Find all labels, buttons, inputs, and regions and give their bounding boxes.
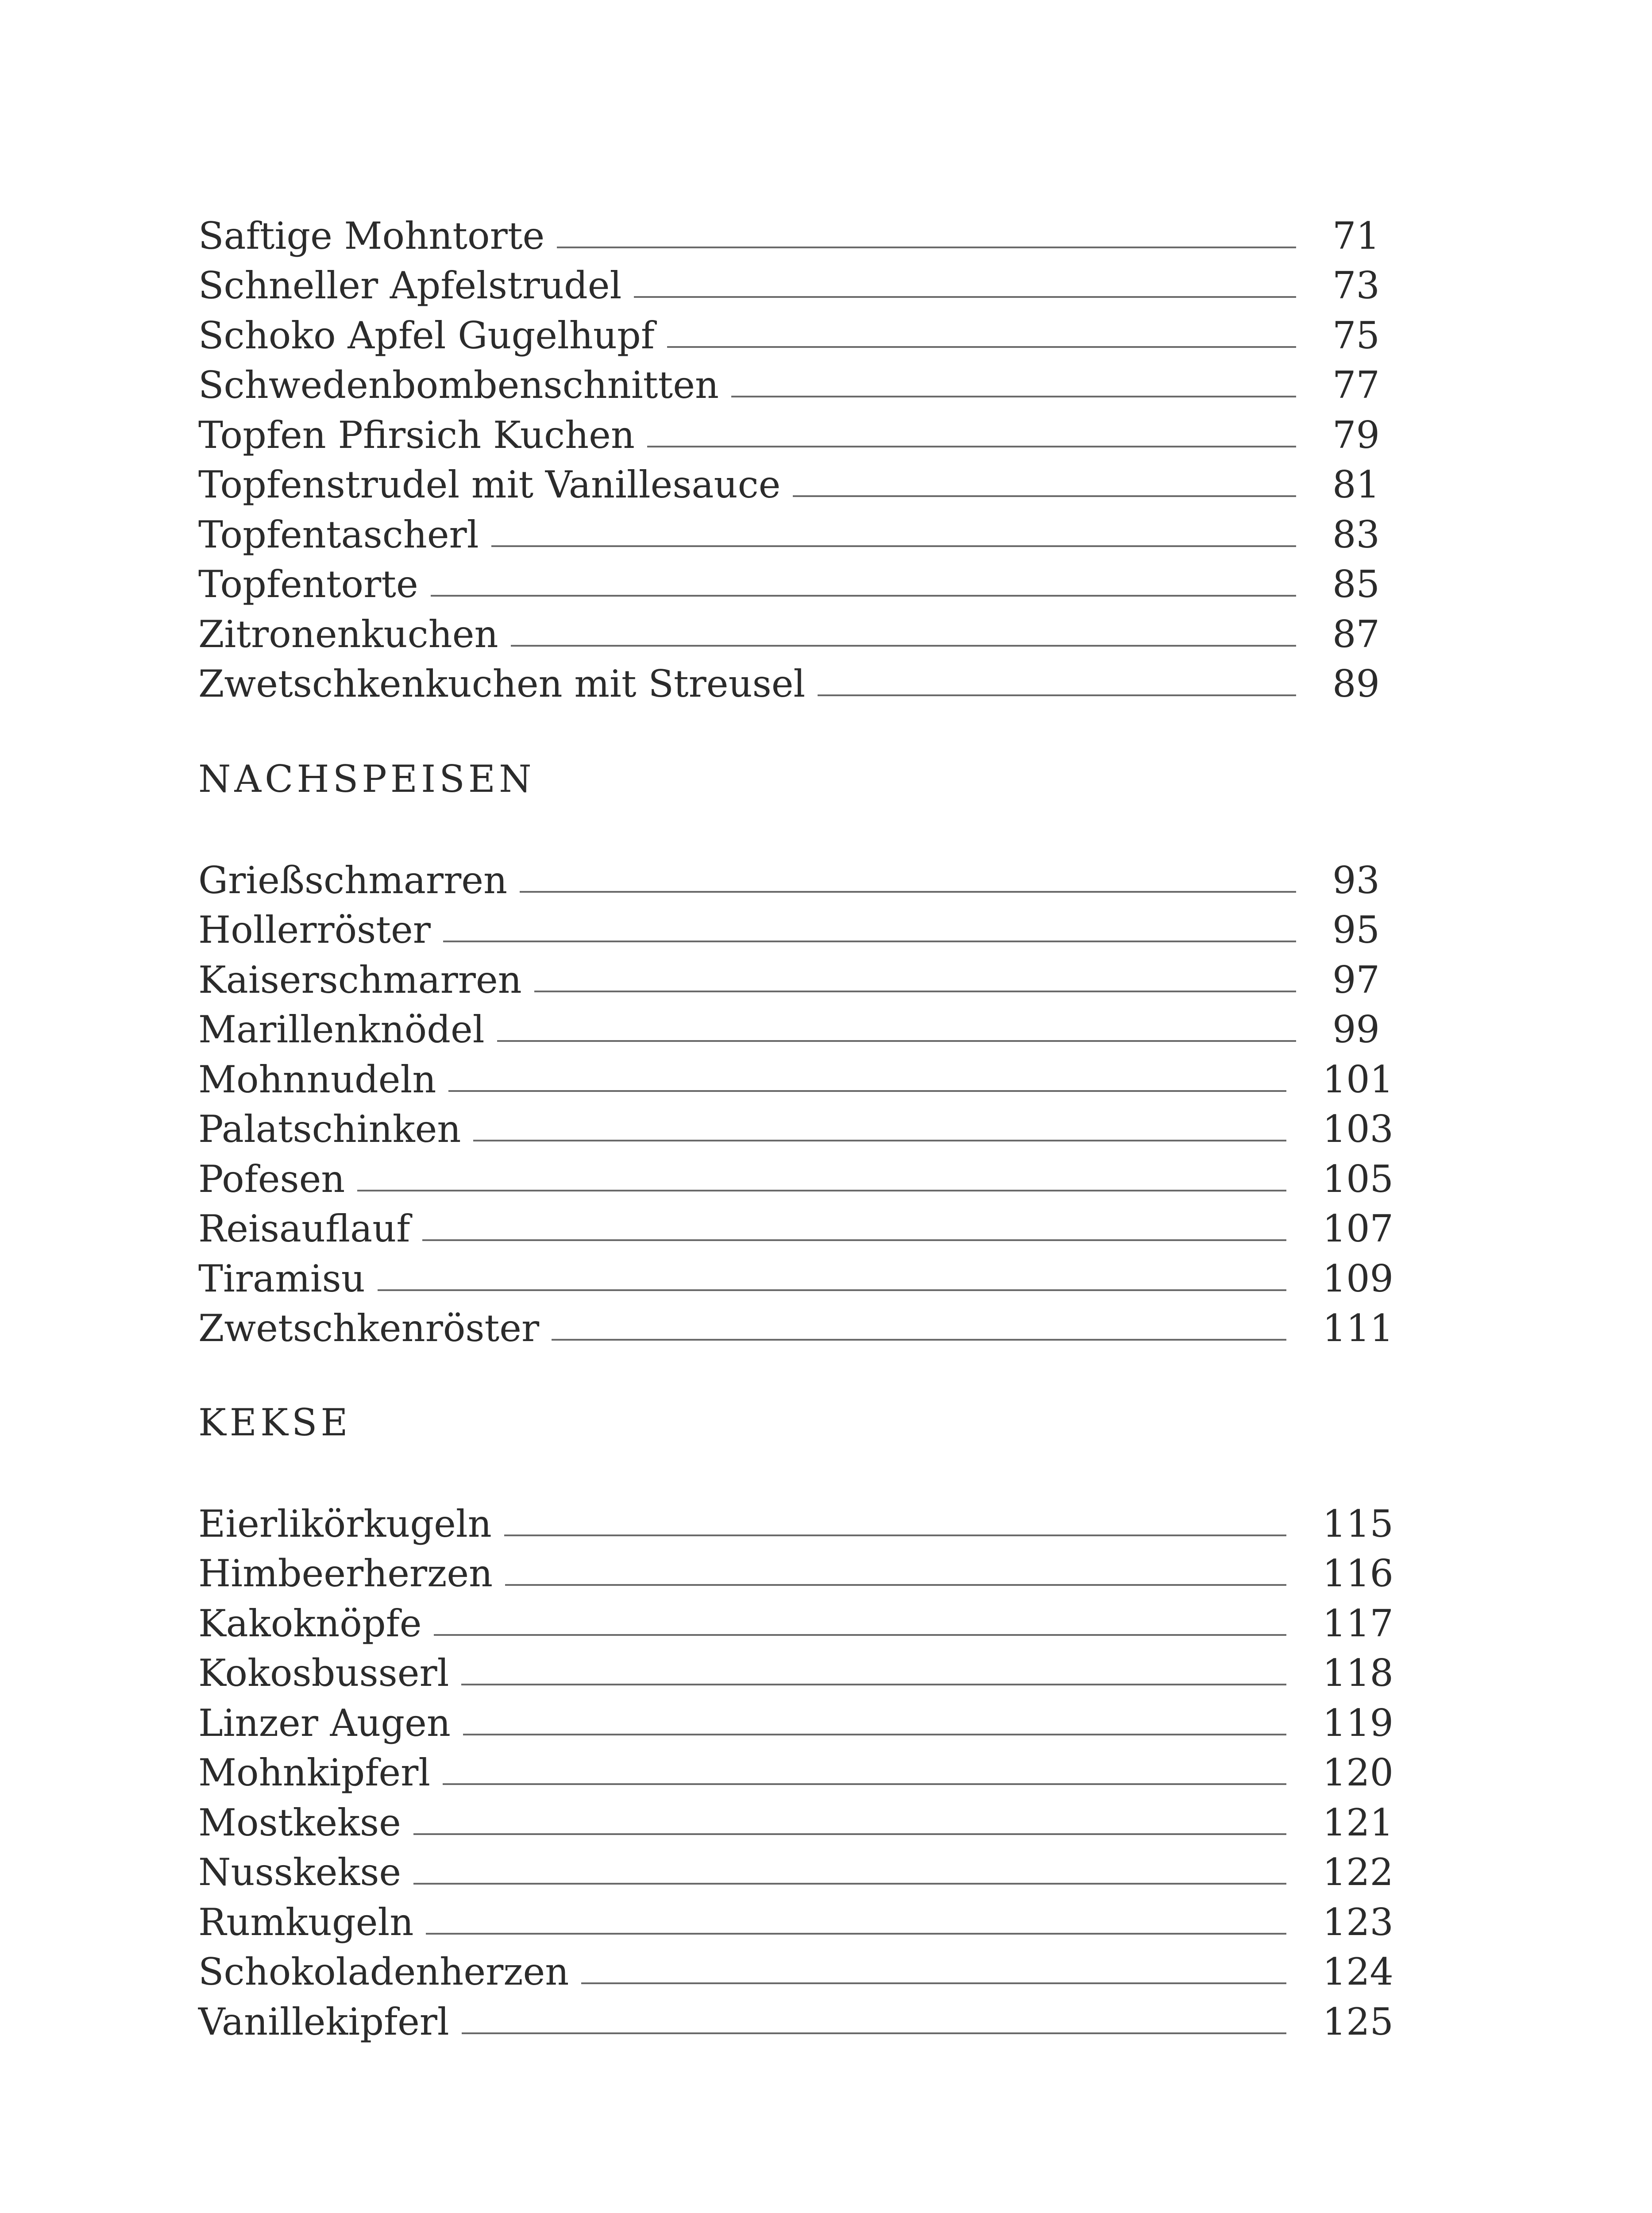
toc-entry[interactable] xyxy=(198,507,1393,557)
dot-leader xyxy=(431,595,1296,597)
entry-page-number: 120 xyxy=(1322,1751,1393,1794)
dot-leader xyxy=(731,396,1296,397)
toc-entry[interactable] xyxy=(198,557,1393,607)
toc-section-kekse xyxy=(198,1400,1393,1445)
entry-title: Mohnkipferl xyxy=(198,1751,431,1794)
entry-title: Mostkekse xyxy=(198,1800,401,1844)
entry-title: Topfentascherl xyxy=(198,513,479,556)
entry-title: Grießschmarren xyxy=(198,858,508,902)
dot-leader xyxy=(667,346,1296,348)
entry-page-number: 119 xyxy=(1322,1701,1393,1745)
toc-entry[interactable] xyxy=(198,358,1393,408)
toc-entry[interactable] xyxy=(198,1201,1393,1251)
entry-page-number: 95 xyxy=(1332,908,1380,952)
toc-entry[interactable] xyxy=(198,1002,1393,1052)
dot-leader xyxy=(443,941,1296,942)
entry-page-number: 122 xyxy=(1322,1851,1393,1894)
dot-leader xyxy=(534,991,1296,992)
entry-page-number: 87 xyxy=(1332,612,1380,656)
entry-title: Marillenknödel xyxy=(198,1008,485,1051)
entry-title: Topfen Pfirsich Kuchen xyxy=(198,413,635,457)
entry-title: Kaiserschmarren xyxy=(198,958,522,1002)
toc-entry[interactable] xyxy=(198,852,1393,902)
dot-leader xyxy=(552,1339,1286,1341)
toc-entry[interactable] xyxy=(198,1251,1393,1301)
entry-title: Schneller Apfelstrudel xyxy=(198,264,622,307)
entry-title: Reisauflauf xyxy=(198,1207,410,1250)
entry-page-number: 103 xyxy=(1322,1107,1393,1151)
toc-entry[interactable] xyxy=(198,1845,1393,1895)
entry-page-number: 81 xyxy=(1332,463,1380,506)
entry-title: Zitronenkuchen xyxy=(198,612,498,656)
toc-section-kuchen xyxy=(198,208,1393,706)
entry-title: Himbeerherzen xyxy=(198,1552,493,1595)
entry-page-number: 79 xyxy=(1332,413,1380,457)
toc-entry[interactable] xyxy=(198,1151,1393,1201)
entry-title: Palatschinken xyxy=(198,1107,461,1151)
section-heading: KEKSE xyxy=(198,1401,351,1444)
toc-entry[interactable] xyxy=(198,1496,1393,1546)
toc-entry[interactable] xyxy=(198,1052,1393,1102)
entry-page-number: 105 xyxy=(1322,1157,1393,1201)
dot-leader xyxy=(462,2032,1286,2034)
dot-leader xyxy=(793,495,1296,497)
entry-title: Tiramisu xyxy=(198,1257,365,1300)
toc-entry[interactable] xyxy=(198,952,1393,1002)
toc-entry[interactable] xyxy=(198,1301,1393,1351)
dot-leader xyxy=(557,247,1296,248)
toc-entry[interactable] xyxy=(198,407,1393,457)
entry-page-number: 107 xyxy=(1322,1207,1393,1250)
dot-leader xyxy=(463,1734,1286,1735)
toc-entry[interactable] xyxy=(198,1102,1393,1152)
entry-page-number: 109 xyxy=(1322,1257,1393,1300)
entry-title: Zwetschkenröster xyxy=(198,1307,540,1350)
dot-leader xyxy=(461,1684,1286,1685)
dot-leader xyxy=(818,694,1296,696)
entry-page-number: 83 xyxy=(1332,513,1380,556)
toc-entry[interactable] xyxy=(198,308,1393,358)
entry-title: Zwetschkenkuchen mit Streusel xyxy=(198,662,806,706)
dot-leader xyxy=(491,545,1296,547)
dot-leader xyxy=(413,1833,1286,1835)
dot-leader xyxy=(378,1289,1286,1291)
section-heading: NACHSPEISEN xyxy=(198,757,535,801)
toc-entry[interactable] xyxy=(198,606,1393,656)
dot-leader xyxy=(413,1883,1286,1885)
toc-entry[interactable] xyxy=(198,1894,1393,1944)
toc-entry[interactable] xyxy=(198,1596,1393,1646)
entry-page-number: 89 xyxy=(1332,662,1380,706)
dot-leader xyxy=(434,1634,1286,1636)
entry-page-number: 115 xyxy=(1322,1502,1393,1546)
toc-entry[interactable] xyxy=(198,656,1393,706)
dot-leader xyxy=(497,1040,1296,1042)
entry-page-number: 118 xyxy=(1322,1651,1393,1695)
entry-title: Schokoladenherzen xyxy=(198,1950,569,1993)
entry-title: Topfenstrudel mit Vanillesauce xyxy=(198,463,781,506)
toc-entry[interactable] xyxy=(198,457,1393,507)
toc-entry[interactable] xyxy=(198,1994,1393,2044)
entry-page-number: 93 xyxy=(1332,858,1380,902)
toc-section-nachspeisen-entries xyxy=(198,852,1393,1350)
entry-page-number: 124 xyxy=(1322,1950,1393,1993)
dot-leader xyxy=(505,1584,1286,1586)
dot-leader xyxy=(647,446,1296,447)
dot-leader xyxy=(581,1982,1286,1984)
entry-page-number: 123 xyxy=(1322,1900,1393,1944)
entry-title: Linzer Augen xyxy=(198,1701,451,1745)
toc-section-nachspeisen xyxy=(198,757,1393,801)
entry-page-number: 75 xyxy=(1332,313,1380,357)
entry-page-number: 77 xyxy=(1332,363,1380,407)
dot-leader xyxy=(426,1933,1286,1935)
entry-title: Eierlikörkugeln xyxy=(198,1502,492,1546)
dot-leader xyxy=(504,1534,1286,1536)
entry-title: Rumkugeln xyxy=(198,1900,414,1944)
entry-title: Vanillekipferl xyxy=(198,2000,449,2043)
toc-entry[interactable] xyxy=(198,1695,1393,1745)
dot-leader xyxy=(448,1090,1286,1092)
entry-page-number: 99 xyxy=(1332,1008,1380,1051)
entry-title: Kakoknöpfe xyxy=(198,1601,422,1645)
dot-leader xyxy=(422,1239,1286,1241)
entry-title: Saftige Mohntorte xyxy=(198,214,545,258)
entry-page-number: 97 xyxy=(1332,958,1380,1002)
entry-title: Pofesen xyxy=(198,1157,345,1201)
dot-leader xyxy=(520,891,1296,893)
dot-leader xyxy=(443,1783,1286,1785)
dot-leader xyxy=(473,1140,1286,1141)
entry-page-number: 116 xyxy=(1322,1552,1393,1595)
toc-entry[interactable] xyxy=(198,1546,1393,1596)
toc-entry[interactable] xyxy=(198,208,1393,258)
entry-page-number: 73 xyxy=(1332,264,1380,307)
entry-page-number: 101 xyxy=(1322,1057,1393,1101)
entry-title: Schwedenbombenschnitten xyxy=(198,363,719,407)
dot-leader xyxy=(357,1190,1286,1191)
dot-leader xyxy=(511,645,1296,647)
entry-title: Schoko Apfel Gugelhupf xyxy=(198,313,655,357)
dot-leader xyxy=(634,296,1296,298)
toc-entry[interactable] xyxy=(198,1745,1393,1795)
toc-entry[interactable] xyxy=(198,1795,1393,1845)
toc-entry[interactable] xyxy=(198,1944,1393,1994)
entry-page-number: 125 xyxy=(1322,2000,1393,2043)
entry-title: Kokosbusserl xyxy=(198,1651,449,1695)
entry-title: Hollerröster xyxy=(198,908,431,952)
entry-page-number: 111 xyxy=(1322,1307,1393,1350)
entry-page-number: 71 xyxy=(1332,214,1380,258)
entry-page-number: 121 xyxy=(1322,1800,1393,1844)
toc-section-kekse-entries xyxy=(198,1496,1393,2044)
entry-title: Topfentorte xyxy=(198,563,418,606)
toc-entry[interactable] xyxy=(198,258,1393,308)
toc-entry[interactable] xyxy=(198,1646,1393,1696)
entry-page-number: 85 xyxy=(1332,563,1380,606)
entry-title: Nusskekse xyxy=(198,1851,401,1894)
entry-page-number: 117 xyxy=(1322,1601,1393,1645)
entry-title: Mohnnudeln xyxy=(198,1057,436,1101)
toc-entry[interactable] xyxy=(198,902,1393,952)
